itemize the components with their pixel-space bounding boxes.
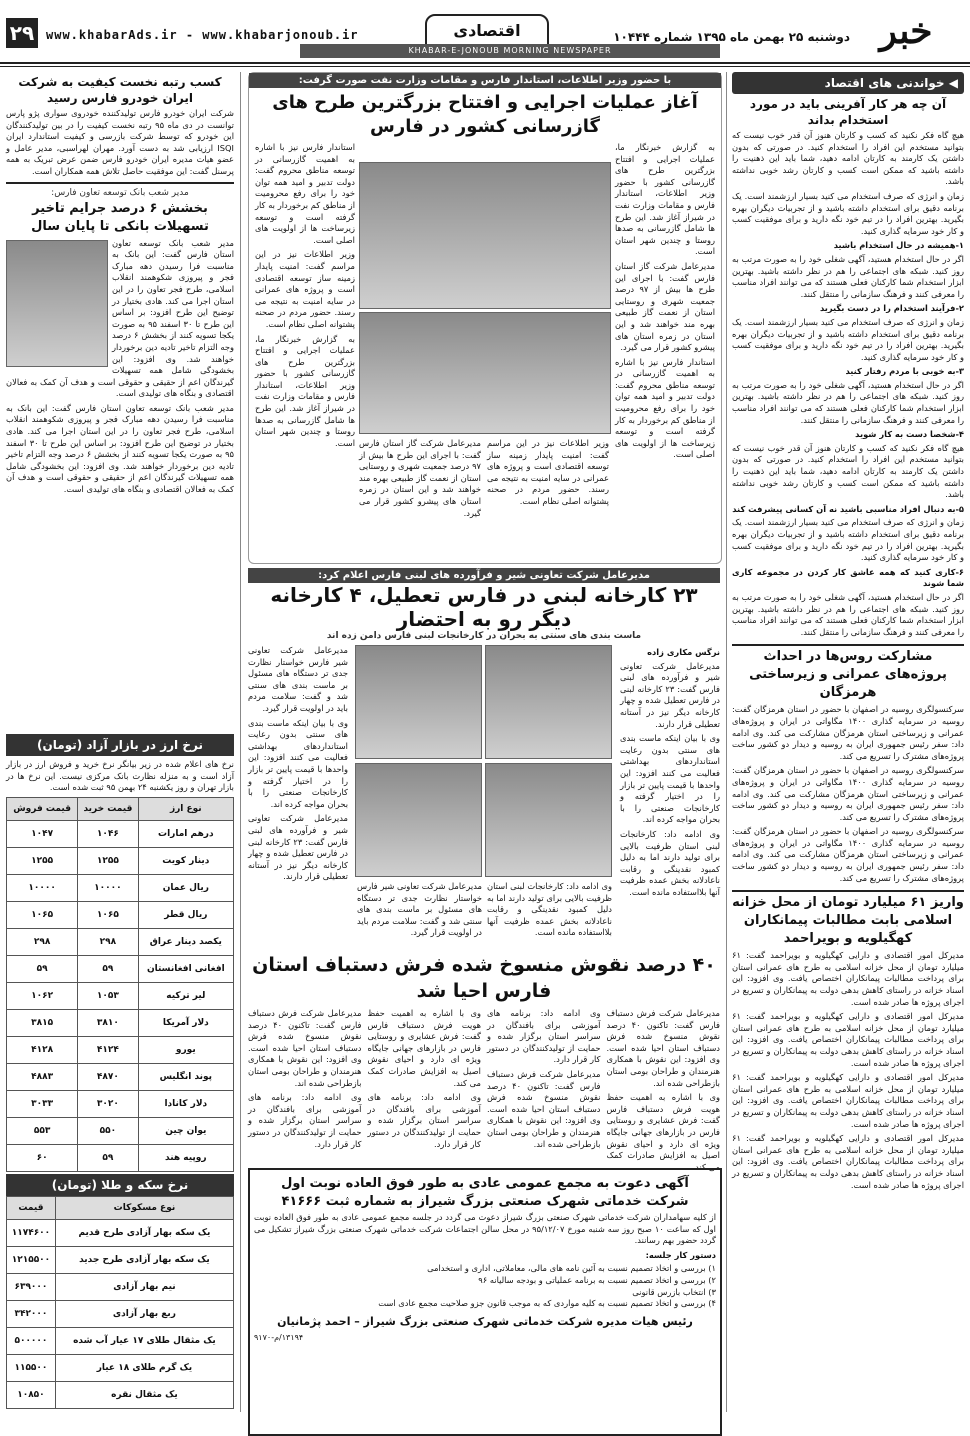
currency-name: یکصد دینار عراق	[138, 928, 233, 955]
sell-price: ۱۰۶۲	[7, 982, 78, 1009]
story-paragraph: وزیر اطلاعات نیز در این مراسم گفت: امنیت پایدار زمینه ساز توسعه اقتصادی است و پروژه های عمرانی در سایه امنیت به نتیجه می رسند. حضور مردم در صحنه پشتوانه اصلی نظام است.	[487, 438, 609, 506]
col-header: قیمت فروش	[7, 797, 78, 820]
sell-price: ۴۱۲۸	[7, 1036, 78, 1063]
header-rule	[0, 62, 970, 64]
currency-name: ریال قطر	[138, 901, 233, 928]
table-row	[7, 820, 234, 847]
dairy-story	[248, 568, 720, 948]
table-row	[7, 1246, 234, 1273]
column-divider	[240, 72, 241, 1412]
coins-title: نرخ سکه و طلا (تومان)	[6, 1174, 234, 1196]
currency-name: یورو	[138, 1036, 233, 1063]
story-subtitle: ماست بندی های سنتی به بحران در کارخانجات لبنی فارس دامن زده اند	[326, 631, 642, 641]
table-row	[7, 901, 234, 928]
story-text-col	[359, 438, 481, 522]
article-paragraph: سرکنسولگری روسیه در اصفهان با حضور در استان هرمزگان گفت: روسیه در سرمایه گذاری ۱۴۰۰ مگاواتی در ایران و پروژه‌های عمرانی و زیرساختی استان هرمزگان مشارکت می کند. وی ادامه داد: سفر رئیس جمهوری ایران به روسیه و دیدار دو کشور ساخت پروژه‌های مشترک را تسریع می کند.	[732, 704, 964, 761]
section-title: اقتصادی	[425, 14, 549, 48]
dateline: دوشنبه ۲۵ بهمن ماه ۱۳۹۵ شماره ۱۰۴۴۴	[613, 30, 850, 44]
buy-price: ۴۱۲۴	[78, 1036, 138, 1063]
story-kicker: مدیرعامل شرکت تعاونی شیر و فرآورده های لبنی فارس اعلام کرد:	[248, 568, 720, 583]
article-paragraph: زمان و انرژی که صرف استخدام می کنید بسیار ارزشمند است. یک برنامه دقیق برای استخدام داشته باشید و از تجربیات دیگران بهره بگیرید. بهترین افراد را در تیم خود نگه دارید و برای موفقیت کسب و کار خود سرمایه گذاری کنید.	[732, 190, 964, 236]
section-banner	[732, 72, 964, 94]
article-paragraph: اگر در حال استخدام هستید، آگهی شغلی خود را به صورت مرتب به روز کنید. شبکه های اجتماعی را هم در نظر داشته باشید. بهترین ابزار استخدام شما کارکنان فعلی هستند که می توانند افراد مناسب را معرفی کنند و فرهنگ سازمانی را منتقل کنند.	[732, 253, 964, 299]
buy-price: ۲۹۸	[78, 928, 138, 955]
article-paragraph: هیچ گاه فکر نکنید که کسب و کارتان هنوز آن قدر خوب نیست که بتوانید مستخدم این افراد را استخدام کنید. در صورتی که بدون داشتن یک کارمند به کارتان ادامه دهید، شما باید این ذهنیت را داشته باشید که ممکن است کسب و کارتان رشد خوبی نداشته باشد.	[732, 130, 964, 187]
coin-price: ۵۰۰۰۰۰	[7, 1327, 56, 1354]
ad-subtitle: شرکت خدماتی شهرک صنعتی بزرگ شیراز به شماره ثبت ۴۱۶۶۶	[281, 1194, 689, 1209]
story-paragraph: وی با بیان اینکه ماست بندی های سنتی بدون رعایت استانداردهای بهداشتی فعالیت می کنند افزود: این واحدها با قیمت پایین تر بازار را در اختیار گرفته و کارخانجات صنعتی را با بحران مواجه کرده اند.	[248, 717, 348, 809]
story-paragraph: مدیرعامل شرکت فرش دستباف فارس گفت: تاکنون ۴۰ درصد نقوش منسوخ شده فرش دستباف استان احیا شده است. وی افزود: این نقوش با همکاری هنرمندان و طراحان بومی استان بازطراحی شده اند.	[487, 1068, 601, 1149]
table-row	[7, 1300, 234, 1327]
arrow-icon: ◀	[948, 76, 958, 90]
table-row	[7, 1009, 234, 1036]
story-text-col	[487, 1008, 601, 1176]
story-paragraph: وزیر اطلاعات نیز در این مراسم گفت: امنیت پایدار زمینه ساز توسعه اقتصادی است و پروژه های عمرانی در سایه امنیت به نتیجه می رسند. حضور مردم در صحنه پشتوانه اصلی نظام است.	[255, 249, 355, 329]
coin-type: ربع بهار آزادی	[55, 1300, 233, 1327]
article-paragraph: سرکنسولگری روسیه در اصفهان با حضور در استان هرمزگان گفت: روسیه در سرمایه گذاری ۱۴۰۰ مگاواتی در ایران و پروژه‌های عمرانی و زیرساختی استان هرمزگان مشارکت می کند. وی ادامه داد: سفر رئیس جمهوری ایران به روسیه و دیدار دو کشور ساخت پروژه‌های مشترک را تسریع می کند.	[732, 826, 964, 883]
buy-price: ۱۰۶۵	[78, 901, 138, 928]
currency-name: دینار کویت	[138, 847, 233, 874]
currency-name: درهم امارات	[138, 820, 233, 847]
table-row	[7, 1327, 234, 1354]
table-row	[7, 982, 234, 1009]
article-paragraph: زمان و انرژی که صرف استخدام می کنید بسیار ارزشمند است. یک برنامه دقیق برای استخدام داشته باشید و از تجربیات دیگران بهره بگیرید. بهترین افراد را در تیم خود نگه دارید و برای موفقیت کسب و کار خود سرمایه گذاری کنید.	[732, 316, 964, 362]
story-headline: آغاز عملیات اجرایی و افتتاح بزرگترین طرح های گازرسانی کشور در فارس	[272, 92, 698, 137]
article-paragraph: شرکت ایران خودرو فارس تولیدکننده خودروی سواری پژو پارس توانست در دی ماه ۹۵ رتبه نخست کیفیت را در بین تولیدکنندگان این خودرو که توسط شرکت بازرسی و کیفیت استاندارد ایران ISQI ارزیابی شد به دست آورد. مهران لهراسبی، مدیر عامل و عضو هیات مدیره ایران خودرو فارس ضمن عرض تبریک به همه پرسنل گفت: این موفقیت حاصل تلاش همه همکاران است.	[6, 108, 234, 176]
story-paragraph: مدیرعامل شرکت گاز استان فارس گفت: با اجرای این طرح ها بیش از ۹۷ درصد جمعیت شهری و روستایی استان از نعمت گاز طبیعی بهره مند خواهند شد و این استان در زمره استان های پیشرو کشور قرار می گیرد.	[615, 260, 715, 353]
story-paragraph: به گزارش خبرنگار ما، عملیات اجرایی و افتتاح بزرگترین طرح های گازرسانی کشور با حضور وزیر اطلاعات، استاندار فارس و مقامات وزارت نفت در شیراز آغاز شد. این طرح ها شامل گازرسانی به صدها روستا و چندین شهر استان است.	[255, 333, 355, 448]
official-portrait	[6, 240, 108, 367]
article-paragraph: اگر در حال استخدام هستید، آگهی شغلی خود را به صورت مرتب به روز کنید. شبکه های اجتماعی را هم در نظر داشته باشید. بهترین ابزار استخدام شما کارکنان فعلی هستند که می توانند افراد مناسب را معرفی کنند و فرهنگ سازمانی را منتقل کنند.	[732, 379, 964, 425]
buy-price: ۳۰۲۰	[78, 1090, 138, 1117]
currency-title: نرخ ارز در بازار آزاد (تومان)	[6, 734, 234, 756]
story-headline: ۲۳ کارخانه لبنی در فارس تعطیل، ۴ کارخانه دیگر رو به احتضار	[270, 583, 698, 631]
table-row	[7, 1036, 234, 1063]
buy-price: ۱۰۴۶	[78, 820, 138, 847]
story-paragraph: وی با اشاره به اهمیت حفظ هویت فرش دستباف فارس گفت: فرش عشایری و روستایی فارس در بازارهای جهانی جایگاه ویژه ای دارد و احیای نقوش اصیل به افزایش صادرات کمک می کند.	[367, 1008, 481, 1088]
article-title: کسب رتبه نخست کیفیت به شرکت ایران خودرو فارس رسید	[18, 75, 222, 105]
col-header: قیمت	[7, 1196, 56, 1219]
story-paragraph: مدیرعامل شرکت تعاونی شیر فارس خواستار نظارت جدی تر دستگاه های مسئول بر ماست بندی های سنتی شد و گفت: سلامت مردم باید در اولویت قرار گیرد.	[357, 881, 482, 938]
table-row	[7, 874, 234, 901]
table-row	[7, 1063, 234, 1090]
coin-type: نیم بهار آزادی	[55, 1273, 233, 1300]
ad-signature: رئیس هیات مدیره شرکت خدماتی شهرک صنعتی بزرگ شیراز – احمد پژمانیان	[277, 1314, 693, 1328]
buy-price: ۵۵۰	[78, 1117, 138, 1144]
story-paragraph: وی ادامه داد: برنامه های آموزشی برای بافندگان در سراسر استان برگزار شده و حمایت از تولیدکنندگان در دستور کار قرار دارد.	[248, 1092, 362, 1149]
story-text-col	[248, 645, 348, 886]
story-text-col	[620, 645, 720, 901]
table-row	[7, 1219, 234, 1246]
sell-price: ۲۹۸	[7, 928, 78, 955]
col-header: نوع ارز	[138, 797, 233, 820]
article-kicker: مدیر شعب بانک توسعه تعاون فارس:	[51, 187, 189, 198]
logo-text: خبر	[879, 10, 933, 52]
article-subhead: ۶-کاری کنید که همه عاشق کار کردن در مجموعه کاری شما شوند	[732, 566, 964, 589]
story-paragraph: مدیرعامل شرکت فرش دستباف فارس گفت: تاکنون ۴۰ درصد نقوش منسوخ شده فرش دستباف استان احیا شده است. وی افزود: این نقوش با همکاری هنرمندان و طراحان بومی استان بازطراحی شده اند.	[248, 1008, 362, 1088]
story-paragraph: استاندار فارس نیز با اشاره به اهمیت گازرسانی در توسعه مناطق محروم گفت: دولت تدبیر و امید همه توان خود را برای رفع محرومیت از مناطق کم برخوردار به کار گرفته است و توسعه زیرساخت ها از اولویت های اصلی است.	[255, 142, 355, 245]
buy-price: ۵۹	[78, 955, 138, 982]
buy-price: ۳۸۱۰	[78, 1009, 138, 1036]
ad-code: ۱۳۱۹۴/م-۹۱۷۰	[254, 1332, 304, 1342]
currency-name: یوان چین	[138, 1117, 233, 1144]
ad-agenda-item: ۱) بررسی و اتخاذ تصمیم نسبت به آئین نامه های مالی، معاملاتی، اداری و استخدامی	[427, 1263, 716, 1274]
buy-price: ۱۰۰۰۰	[78, 874, 138, 901]
coin-type: یک سکه بهار آزادی طرح قدیم	[55, 1219, 233, 1246]
story-paragraph: وی ادامه داد: کارخانجات لبنی استان ظرفیت بالایی برای تولید دارند اما به دلیل کمبود نقدینگی و رقابت ناعادلانه بخش عمده ظرفیت آنها بلااستفاده مانده است.	[487, 881, 612, 938]
article-subhead: ۴-شخصا دست به کار شوید	[855, 429, 964, 440]
story-paragraph: مدیرعامل شرکت فرش دستباف فارس گفت: تاکنون ۴۰ درصد نقوش منسوخ شده فرش دستباف استان احیا شده است. وی افزود: این نقوش با همکاری هنرمندان و طراحان بومی استان بازطراحی شده اند.	[606, 1008, 720, 1088]
article-paragraph: مدیرکل امور اقتصادی و دارایی کهگیلویه و بویراحمد گفت: ۶۱ میلیارد تومان از محل خزانه اسلامی به طرح های عمرانی استان برای پرداخت مطالبات پیمانکاران اختصاص یافت. وی افزود: این اسناد خزانه در راستای کاهش بدهی دولت به پیمانکاران و تسریع در اجرای پروژه ها صادر شده است.	[732, 1133, 964, 1190]
story-paragraph: وی با بیان اینکه ماست بندی های سنتی بدون رعایت استانداردهای بهداشتی فعالیت می کنند افزود: این واحدها با قیمت پایین تر بازار را در اختیار گرفته و کارخانجات صنعتی را با بحران مواجه کرده اند.	[620, 733, 720, 825]
currency-name: لیر ترکیه	[138, 982, 233, 1009]
sell-price: ۱۰۴۷	[7, 820, 78, 847]
article-subhead: ۵-به دنبال افراد مناسبی باشید نه آن کسانی پیشرفت کند	[732, 503, 964, 514]
col-header: قیمت خرید	[78, 797, 138, 820]
officials-photo	[359, 312, 611, 434]
header-rule-thin	[0, 66, 970, 67]
story-text-col	[255, 142, 355, 452]
sell-price: ۵۵۳	[7, 1117, 78, 1144]
story-paragraph: مدیرعامل شرکت تعاونی شیر فارس خواستار نظارت جدی تر دستگاه های مسئول بر ماست بندی های سنتی شد و گفت: سلامت مردم باید در اولویت قرار گیرد.	[248, 645, 348, 713]
buy-price: ۴۸۷۰	[78, 1063, 138, 1090]
story-paragraph: مدیرعامل شرکت تعاونی شیر و فرآورده های لبنی فارس گفت: ۲۳ کارخانه لبنی در فارس تعطیل شده و چهار کارخانه دیگر نیز در آستانه تعطیلی قرار دارند.	[620, 660, 721, 729]
currency-name: ریال عمان	[138, 874, 233, 901]
table-row	[7, 1090, 234, 1117]
coin-type: یک مثقال طلای ۱۷ عیار آب شده	[55, 1327, 233, 1354]
carpet-story	[248, 952, 720, 1172]
coin-type: یک گرم طلای ۱۸ عیار	[55, 1354, 233, 1381]
sell-price: ۱۰۶۵	[7, 901, 78, 928]
story-paragraph: وی ادامه داد: برنامه های آموزشی برای بافندگان در سراسر استان برگزار شده و حمایت از تولیدکنندگان در دستور کار قرار دارد.	[367, 1092, 481, 1149]
ad-agenda-item: ۴) بررسی و اتخاذ تصمیم نسبت به کلیه مواردی که به موجب قانون جزو صلاحیت مجمع عادی است	[378, 1298, 716, 1309]
table-row	[7, 1381, 234, 1408]
article-paragraph: مدیرکل امور اقتصادی و دارایی کهگیلویه و بویراحمد گفت: ۶۱ میلیارد تومان از محل خزانه اسلامی به طرح های عمرانی استان برای پرداخت مطالبات پیمانکاران اختصاص یافت. وی افزود: این اسناد خزانه در راستای کاهش بدهی دولت به پیمانکاران و تسریع در اجرای پروژه ها صادر شده است.	[732, 1011, 964, 1068]
table-row	[7, 1117, 234, 1144]
coin-price: ۶۳۹۰۰۰	[7, 1273, 56, 1300]
coins-table	[6, 1196, 234, 1409]
sell-price: ۳۸۱۵	[7, 1009, 78, 1036]
table-row	[7, 955, 234, 982]
website-urls[interactable]: www.khabarAds.ir - www.khabarjonoub.ir	[46, 28, 359, 42]
right-column	[732, 72, 964, 1422]
story-paragraph: استاندار فارس نیز با اشاره به اهمیت گازرسانی در توسعه مناطق محروم گفت: دولت تدبیر و امید همه توان خود را برای رفع محرومیت از مناطق کم برخوردار به کار گرفته است و توسعه زیرساخت ها از اولویت های اصلی است.	[615, 356, 715, 460]
article-paragraph: مدیر شعب بانک توسعه تعاون استان فارس گفت: این بانک به مناسبت فرا رسیدن دهه مبارک فجر و پیروزی شکوهمند انقلاب اسلامی، طرح فجر تعاون را در این استان اجرا می کند. هادی بختیار در توضیح این طرح افزود: بر اساس این طرح تا ۳۰ اسفند ۹۵ به صورت یکجا تسویه کنند از بخشش ۶ درصد وجه التزام تاخیر تادیه دین برخوردار خواهند شد. وی افزود: این بخشودگی شامل همه تسهیلات گیرندگان اعم از حقیقی و حقوقی است و هدف آن کمک به فعالان اقتصادی و بنگاه های تولیدی است.	[6, 237, 235, 399]
currency-name: افغانی افغانستان	[138, 955, 233, 982]
article-paragraph: مدیر شعب بانک توسعه تعاون استان فارس گفت: این بانک به مناسبت فرا رسیدن دهه مبارک فجر و پیروزی شکوهمند انقلاب اسلامی، طرح فجر تعاون را در این استان اجرا می کند. هادی بختیار در توضیح این طرح افزود: بر اساس این طرح تا ۳۰ اسفند ۹۵ به صورت یکجا تسویه کنند از بخشش ۶ درصد وجه التزام تاخیر تادیه دین برخوردار خواهند شد. وی افزود: این بخشودگی شامل همه تسهیلات گیرندگان اعم از حقیقی و حقوقی است و هدف آن کمک به فعالان اقتصادی و بنگاه های تولیدی است.	[6, 402, 235, 495]
story-text-col	[357, 881, 482, 942]
story-headline: ۴۰ درصد نقوش منسوخ شده فرش دستباف استان فارس احیا شد	[252, 954, 716, 1002]
article-paragraph: سرکنسولگری روسیه در اصفهان با حضور در استان هرمزگان گفت: روسیه در سرمایه گذاری ۱۴۰۰ مگاواتی در ایران و پروژه‌های عمرانی و زیرساختی استان هرمزگان مشارکت می کند. وی ادامه داد: سفر رئیس جمهوری ایران به روسیه و دیدار دو کشور ساخت پروژه‌های مشترک را تسریع می کند.	[732, 765, 964, 822]
ad-agenda-item: ۲) بررسی و اتخاذ تصمیم نسبت به برنامه عملیاتی و بودجه سالیانه ۹۶	[478, 1274, 716, 1285]
byline: نرگس مکاری زاده	[647, 647, 720, 657]
currency-box	[6, 734, 234, 1409]
story-kicker: با حضور وزیر اطلاعات، استاندار فارس و مقامات وزارت نفت صورت گرفت:	[249, 73, 721, 88]
left-column	[6, 72, 234, 1422]
article-subhead: ۳-به خوبی با مردم رفتار کنید	[845, 366, 964, 377]
currency-intro: نرخ های اعلام شده در زیر بیانگر نرخ خرید و فروش ارز در بازار آزاد است و به منزله نظارت بانک مرکزی نیست. این نرخ ها در بازار تهران و روز یکشنبه ۲۴ بهمن ۹۵ ثبت شده است.	[6, 759, 234, 793]
article-paragraph: اگر در حال استخدام هستید، آگهی شغلی خود را به صورت مرتب به روز کنید. شبکه های اجتماعی را هم در نظر داشته باشید. بهترین ابزار استخدام شما کارکنان فعلی هستند که می توانند افراد مناسب را معرفی کنند و فرهنگ سازمانی را منتقل کنند.	[732, 591, 964, 637]
story-text-col	[248, 1008, 362, 1176]
article-paragraph: مدیرکل امور اقتصادی و دارایی کهگیلویه و بویراحمد گفت: ۶۱ میلیارد تومان از محل خزانه اسلامی به طرح های عمرانی استان برای پرداخت مطالبات پیمانکاران اختصاص یافت. وی افزود: این اسناد خزانه در راستای کاهش بدهی دولت به پیمانکاران و تسریع در اجرای پروژه ها صادر شده است.	[732, 950, 964, 1007]
meeting-ad	[248, 1168, 722, 1436]
coins-rows	[7, 1219, 234, 1408]
ad-agenda-item: ۳) انتخاب بازرس قانونی	[632, 1286, 716, 1297]
currency-name: دلار کانادا	[138, 1090, 233, 1117]
sell-price: ۴۸۸۳	[7, 1063, 78, 1090]
column-divider	[726, 72, 727, 1412]
article-title: مشارکت روس‌ها در احداث پروژه‌های عمرانی و زیرساختی هرمزگان	[749, 649, 947, 701]
currency-rows	[7, 820, 234, 1171]
ceremony-photo	[359, 162, 611, 309]
story-text-col	[615, 142, 715, 464]
story-text-col	[368, 1008, 482, 1176]
buy-price: ۵۹	[78, 1144, 138, 1171]
buy-price: ۱۲۵۵	[78, 847, 138, 874]
factory-photo	[355, 763, 482, 877]
table-row	[7, 1273, 234, 1300]
table-row	[7, 1144, 234, 1171]
factory-photo	[485, 645, 612, 759]
story-text-col	[487, 881, 612, 942]
coin-type: یک مثقال نقره	[55, 1381, 233, 1408]
factory-photo	[485, 763, 612, 877]
sell-price: ۶۰	[7, 1144, 78, 1171]
newspaper-logo	[852, 6, 960, 56]
article-title: واریز ۶۱ میلیارد تومان از محل خزانه اسلامی بابت مطالبات پیمانکاران کهگیلویه و بویراحمد	[732, 895, 964, 947]
article-paragraph: هیچ گاه فکر نکنید که کسب و کارتان هنوز آن قدر خوب نیست که بتوانید مستخدم این افراد را استخدام کنید. در صورتی که بدون داشتن یک کارمند به کارتان ادامه دهید، شما باید این ذهنیت را داشته باشید که ممکن است کسب و کارتان رشد خوبی نداشته باشد.	[732, 442, 964, 500]
coin-price: ۳۴۲۰۰۰	[7, 1300, 56, 1327]
factory-photo	[355, 645, 482, 759]
sell-price: ۱۲۵۵	[7, 847, 78, 874]
story-text-col	[487, 438, 609, 511]
story-paragraph: به گزارش خبرنگار ما، عملیات اجرایی و افتتاح بزرگترین طرح های گازرسانی کشور با حضور وزیر اطلاعات، استاندار فارس و مقامات وزارت نفت در شیراز آغاز شد. این طرح ها شامل گازرسانی به صدها روستا و چندین شهر استان است.	[615, 142, 715, 257]
currency-name: پوند انگلیس	[138, 1063, 233, 1090]
masthead	[0, 0, 970, 68]
article-paragraph: مدیرکل امور اقتصادی و دارایی کهگیلویه و بویراحمد گفت: ۶۱ میلیارد تومان از محل خزانه اسلامی به طرح های عمرانی استان برای پرداخت مطالبات پیمانکاران اختصاص یافت. وی افزود: این اسناد خزانه در راستای کاهش بدهی دولت به پیمانکاران و تسریع در اجرای پروژه ها صادر شده است.	[732, 1072, 964, 1129]
sell-price: ۱۰۰۰۰	[7, 874, 78, 901]
top-story	[248, 72, 722, 564]
coin-price: ۱۱۷۴۶۰۰	[7, 1219, 56, 1246]
coin-price: ۱۲۱۵۵۰۰	[7, 1246, 56, 1273]
story-paragraph: وی با اشاره به اهمیت حفظ هویت فرش دستباف فارس گفت: فرش عشایری و روستایی فارس در بازارهای جهانی جایگاه ویژه ای دارد و احیای نقوش اصیل به افزایش صادرات کمک می کند.	[606, 1092, 720, 1172]
ad-title: آگهی دعوت به مجمع عمومی عادی به طور فوق العاده نوبت اول	[281, 1176, 689, 1191]
page-number: ۲۹	[6, 18, 38, 48]
story-paragraph: مدیرعامل شرکت گاز استان فارس گفت: با اجرای این طرح ها بیش از ۹۷ درصد جمعیت شهری و روستایی استان از نعمت گاز طبیعی بهره مند خواهند شد و این استان در زمره استان های پیشرو کشور قرار می گیرد.	[359, 438, 481, 518]
article-subhead: ۱-همیشه در حال استخدام باشید	[833, 240, 964, 251]
story-paragraph: وی ادامه داد: برنامه های آموزشی برای بافندگان در سراسر استان برگزار شده و حمایت از تولیدکنندگان در دستور کار قرار دارد.	[487, 1008, 601, 1065]
coin-price: ۱۰۸۵۰	[7, 1381, 56, 1408]
english-strip: KHABAR-E-JONOUB MORNING NEWSPAPER	[300, 44, 720, 58]
article-paragraph: زمان و انرژی که صرف استخدام می کنید بسیار ارزشمند است. یک برنامه دقیق برای استخدام داشته باشید و از تجربیات دیگران بهره بگیرید. بهترین افراد را در تیم خود نگه دارید و برای موفقیت کسب و کار خود سرمایه گذاری کنید.	[732, 517, 964, 563]
col-header: نوع مسکوکات	[55, 1196, 233, 1219]
table-row	[7, 928, 234, 955]
currency-name: روپیه هند	[138, 1144, 233, 1171]
story-paragraph: وی ادامه داد: کارخانجات لبنی استان ظرفیت بالایی برای تولید دارند اما به دلیل کمبود نقدینگی و رقابت ناعادلانه بخش عمده ظرفیت آنها بلااستفاده مانده است.	[620, 828, 720, 897]
carpet-text	[248, 1008, 720, 1176]
table-row	[7, 847, 234, 874]
article-title: بخشش ۶ درصد جرایم تاخیر تسهیلات بانکی تا پایان سال	[31, 200, 209, 234]
coin-type: یک سکه بهار آزادی طرح جدید	[55, 1246, 233, 1273]
buy-price: ۱۰۵۳	[78, 982, 138, 1009]
article-subhead: ۲-فرآیند استخدام را در دست بگیرید	[819, 303, 964, 314]
coin-price: ۱۱۵۵۰۰	[7, 1354, 56, 1381]
table-row	[7, 1354, 234, 1381]
story-text-col	[607, 1008, 721, 1176]
sell-price: ۳۰۳۳	[7, 1090, 78, 1117]
article-title: آن چه هر کار آفرینی باید در مورد استخدام بداند	[749, 97, 947, 127]
ad-body: از کلیه سهامداران شرکت خدماتی شهرک صنعتی بزرگ شیراز دعوت می گردد در جلسه مجمع عمومی عادی به طور فوق العاده نوبت اول که ساعت ۱۰ صبح روز سه شنبه مورخ ۹۵/۱۲/۰۷ در محل سالن اجتماعات شرکت خدماتی شهرک صنعتی بزرگ شیراز تشکیل می گردد حضور بهم رسانند.	[254, 1212, 716, 1246]
ad-agenda-title: دستور کار جلسه:	[645, 1249, 716, 1260]
story-paragraph: مدیرعامل شرکت تعاونی شیر و فرآورده های لبنی فارس گفت: ۲۳ کارخانه لبنی در فارس تعطیل شده و چهار کارخانه دیگر نیز در آستانه تعطیلی قرار دارند.	[248, 813, 349, 882]
currency-table	[6, 797, 234, 1172]
section-banner-title: خواندنی های اقتصاد	[824, 76, 945, 90]
currency-name: دلار آمریکا	[138, 1009, 233, 1036]
sell-price: ۵۹	[7, 955, 78, 982]
